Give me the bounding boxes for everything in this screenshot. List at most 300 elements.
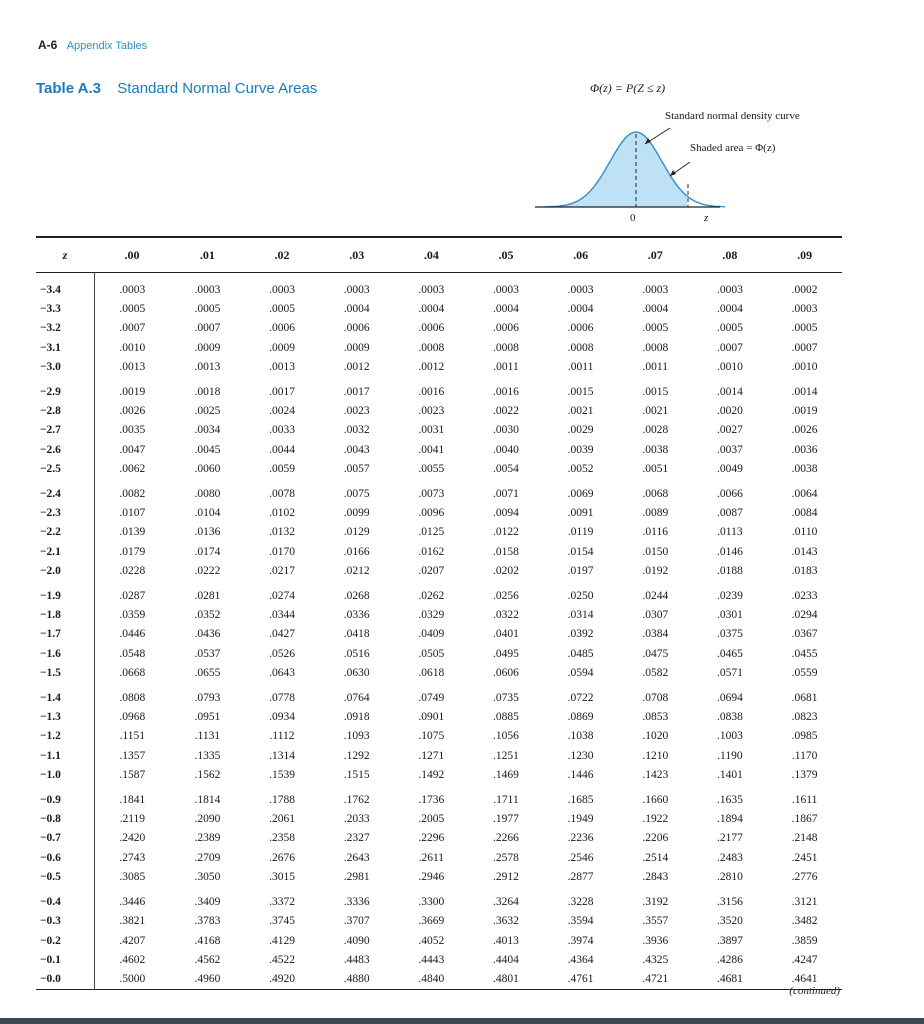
- area-cell: .0475: [642, 647, 669, 660]
- area-cell: .0008: [567, 341, 594, 354]
- area-cell: .1423: [642, 768, 669, 781]
- area-cell: .0007: [194, 322, 221, 335]
- area-cell: .0722: [567, 692, 594, 705]
- area-cell: .0054: [493, 462, 519, 475]
- table-row: [36, 281, 842, 300]
- area-cell: .0044: [269, 443, 295, 456]
- area-cell: .0146: [716, 545, 743, 558]
- table-row: [36, 377, 842, 402]
- area-cell: .3745: [269, 915, 295, 928]
- table-row: [36, 339, 842, 358]
- area-cell: .0032: [343, 424, 370, 437]
- area-cell: .0708: [642, 692, 669, 705]
- area-cell: .0041: [418, 443, 445, 456]
- table-row: [36, 747, 842, 766]
- table-row: [36, 441, 842, 460]
- area-cell: .0901: [418, 711, 445, 724]
- table-row: [36, 887, 842, 912]
- area-cell: .0003: [418, 284, 445, 296]
- area-cell: .0571: [716, 666, 743, 679]
- area-cell: .2033: [343, 813, 370, 826]
- area-cell: .1977: [493, 813, 519, 826]
- area-cell: .0158: [493, 545, 519, 558]
- table-row: [36, 460, 842, 479]
- area-cell: .0262: [418, 590, 445, 603]
- area-cell: .0009: [194, 341, 221, 354]
- area-cell: .0136: [194, 526, 221, 539]
- area-cell: .0505: [418, 647, 445, 660]
- density-label: Standard normal density curve: [665, 110, 800, 122]
- area-cell: .0038: [642, 443, 669, 456]
- area-cell: .2514: [642, 851, 669, 864]
- table-row: [36, 358, 842, 377]
- area-cell: .0082: [94, 479, 170, 504]
- area-cell: .0034: [194, 424, 221, 437]
- area-cell: .1841: [94, 785, 170, 810]
- area-cell: .3707: [343, 915, 370, 928]
- area-cell: .0495: [493, 647, 519, 660]
- area-cell: .1056: [493, 730, 519, 743]
- area-cell: .1251: [493, 749, 519, 762]
- area-cell: .0069: [567, 488, 594, 501]
- area-cell: .0031: [418, 424, 445, 437]
- area-cell: .1469: [493, 768, 519, 781]
- area-cell: .0003: [567, 284, 594, 296]
- area-cell: .0808: [94, 683, 170, 708]
- area-cell: .0010: [94, 339, 170, 358]
- column-header: .07: [618, 237, 693, 273]
- area-cell: .0418: [343, 628, 370, 641]
- area-cell: .1660: [642, 794, 669, 807]
- area-cell: .0073: [418, 488, 445, 501]
- area-cell: .0668: [94, 664, 170, 683]
- area-cell: .0047: [94, 441, 170, 460]
- area-cell: .0228: [94, 562, 170, 581]
- area-cell: .0526: [269, 647, 295, 660]
- area-cell: .0606: [493, 666, 519, 679]
- area-cell: .0024: [269, 405, 295, 418]
- area-cell: .5000: [94, 970, 170, 990]
- area-cell: .0062: [94, 460, 170, 479]
- area-cell: .1292: [343, 749, 370, 762]
- area-cell: .0007: [94, 319, 170, 338]
- z-value: −1.9: [40, 590, 61, 603]
- area-cell: .0436: [194, 628, 221, 641]
- area-cell: .0015: [642, 386, 669, 399]
- shaded-area-label: Shaded area = Φ(z): [690, 142, 776, 154]
- area-cell: .0559: [791, 666, 818, 679]
- area-cell: .0096: [418, 507, 445, 520]
- area-cell: .0516: [343, 647, 370, 660]
- area-cell: .0026: [94, 402, 170, 421]
- area-cell: .0735: [493, 692, 519, 705]
- z-value: −0.9: [40, 794, 61, 807]
- area-cell: .0116: [642, 526, 668, 539]
- area-cell: .0023: [418, 405, 445, 418]
- area-cell: .0039: [567, 443, 594, 456]
- z-value: −1.8: [40, 609, 61, 622]
- area-cell: .0301: [716, 609, 743, 622]
- area-cell: .0307: [642, 609, 669, 622]
- area-cell: .0057: [343, 462, 370, 475]
- table-row: [36, 479, 842, 504]
- area-cell: .4641: [767, 970, 842, 990]
- area-cell: .2389: [194, 832, 221, 845]
- area-cell: .0027: [716, 424, 743, 437]
- area-cell: .0129: [343, 526, 370, 539]
- area-cell: .1635: [716, 794, 743, 807]
- area-cell: .3557: [642, 915, 669, 928]
- z-value: −1.2: [40, 730, 61, 743]
- area-cell: .0005: [716, 322, 743, 335]
- area-cell: .0010: [791, 360, 818, 373]
- area-cell: .2148: [791, 832, 818, 845]
- area-cell: .0455: [791, 647, 818, 660]
- table-row: [36, 951, 842, 970]
- area-cell: .0465: [716, 647, 743, 660]
- area-cell: .4052: [418, 934, 445, 947]
- area-cell: .0006: [343, 322, 370, 335]
- table-row: [36, 421, 842, 440]
- z-value: −2.1: [40, 545, 61, 558]
- area-cell: .0014: [791, 386, 818, 399]
- area-cell: .4562: [194, 953, 221, 966]
- table-row: [36, 606, 842, 625]
- area-cell: .1020: [642, 730, 669, 743]
- area-cell: .0025: [194, 405, 221, 418]
- table-row: [36, 523, 842, 542]
- area-cell: .3669: [418, 915, 445, 928]
- area-cell: .0174: [194, 545, 221, 558]
- area-cell: .0793: [194, 692, 221, 705]
- area-cell: .0162: [418, 545, 445, 558]
- area-cell: .2676: [269, 851, 295, 864]
- phi-formula: Φ(z) = P(Z ≤ z): [590, 81, 666, 95]
- area-cell: .0154: [567, 545, 594, 558]
- area-cell: .2912: [493, 870, 519, 883]
- area-cell: .4013: [493, 934, 519, 947]
- area-cell: .0011: [642, 360, 668, 373]
- area-cell: .0233: [791, 590, 818, 603]
- area-cell: .2981: [343, 870, 370, 883]
- z-value: −0.8: [40, 813, 61, 826]
- area-cell: .1357: [94, 747, 170, 766]
- area-cell: .1379: [791, 768, 818, 781]
- area-cell: .3446: [94, 887, 170, 912]
- area-cell: .2090: [194, 813, 221, 826]
- area-cell: .1003: [716, 730, 743, 743]
- area-cell: .0003: [791, 303, 818, 316]
- area-cell: .2546: [567, 851, 594, 864]
- area-cell: .0681: [791, 692, 818, 705]
- table-row: [36, 970, 842, 990]
- area-cell: .0281: [194, 590, 221, 603]
- area-cell: .0004: [642, 303, 669, 316]
- area-cell: .0071: [493, 488, 519, 501]
- area-cell: .1446: [567, 768, 594, 781]
- area-cell: .1736: [418, 794, 445, 807]
- area-cell: .0287: [94, 581, 170, 606]
- area-cell: .0026: [791, 424, 818, 437]
- z-value: −3.2: [40, 322, 61, 335]
- area-cell: .3085: [94, 868, 170, 887]
- z-value: −1.4: [40, 692, 61, 705]
- area-cell: .3859: [791, 934, 818, 947]
- area-cell: .0934: [269, 711, 295, 724]
- table-row: [36, 912, 842, 931]
- area-cell: .1611: [791, 794, 818, 807]
- area-cell: .3336: [343, 896, 370, 909]
- z-value: −1.6: [40, 647, 61, 660]
- area-cell: .0122: [493, 526, 519, 539]
- area-cell: .3121: [791, 896, 818, 909]
- table-row: [36, 581, 842, 606]
- area-cell: .1335: [194, 749, 221, 762]
- area-cell: .1894: [716, 813, 743, 826]
- z-value: −3.1: [40, 341, 61, 354]
- area-cell: .2061: [269, 813, 295, 826]
- area-cell: .2119: [94, 810, 170, 829]
- area-cell: .2483: [716, 851, 743, 864]
- z-value: −0.2: [40, 934, 61, 947]
- area-cell: .0033: [269, 424, 295, 437]
- area-cell: .0016: [418, 386, 445, 399]
- area-cell: .0013: [194, 360, 221, 373]
- area-cell: .0023: [343, 405, 370, 418]
- area-cell: .0132: [269, 526, 295, 539]
- area-cell: .0006: [567, 322, 594, 335]
- area-cell: .2946: [418, 870, 445, 883]
- area-cell: .0008: [418, 341, 445, 354]
- area-cell: .0009: [269, 341, 295, 354]
- z-value: −2.4: [40, 488, 61, 501]
- table-row: [36, 849, 842, 868]
- area-cell: .4801: [469, 970, 544, 990]
- area-cell: .0011: [493, 360, 519, 373]
- area-cell: .0102: [269, 507, 295, 520]
- area-cell: .2236: [567, 832, 594, 845]
- area-cell: .0294: [791, 609, 818, 622]
- area-cell: .3520: [716, 915, 743, 928]
- area-cell: .0005: [642, 322, 669, 335]
- area-cell: .0068: [642, 488, 669, 501]
- area-cell: .0014: [716, 386, 743, 399]
- z-value: −0.5: [40, 870, 61, 883]
- area-cell: .0012: [418, 360, 445, 373]
- z-value: −2.7: [40, 424, 61, 437]
- area-cell: .0089: [642, 507, 669, 520]
- area-cell: .0043: [343, 443, 370, 456]
- area-cell: .0080: [194, 488, 221, 501]
- area-cell: .0217: [269, 564, 295, 577]
- area-cell: .0188: [716, 564, 743, 577]
- area-cell: .4207: [94, 932, 170, 951]
- z-value: −1.1: [40, 749, 61, 762]
- z-value: −2.3: [40, 507, 61, 520]
- area-cell: .3632: [493, 915, 519, 928]
- area-cell: .4721: [618, 970, 693, 990]
- z-value: −2.8: [40, 405, 61, 418]
- area-cell: .0021: [642, 405, 669, 418]
- area-cell: .0256: [493, 590, 519, 603]
- area-cell: .0197: [567, 564, 594, 577]
- table-row: [36, 683, 842, 708]
- area-cell: .0017: [343, 386, 370, 399]
- area-cell: .0017: [269, 386, 295, 399]
- area-cell: .3897: [716, 934, 743, 947]
- area-cell: .2296: [418, 832, 445, 845]
- table-row: [36, 543, 842, 562]
- area-cell: .0104: [194, 507, 221, 520]
- area-cell: .4880: [319, 970, 394, 990]
- area-cell: .0250: [567, 590, 594, 603]
- area-cell: .0694: [716, 692, 743, 705]
- area-cell: .3409: [194, 896, 221, 909]
- area-cell: .0110: [791, 526, 818, 539]
- area-cell: .0018: [194, 386, 221, 399]
- area-cell: .0004: [343, 303, 370, 316]
- area-cell: .3228: [567, 896, 594, 909]
- area-cell: .0003: [269, 284, 295, 296]
- table-title: [36, 80, 317, 97]
- area-cell: .0239: [716, 590, 743, 603]
- table-row: [36, 664, 842, 683]
- area-cell: .1314: [269, 749, 295, 762]
- z-value: −2.9: [40, 386, 61, 399]
- table-row: [36, 625, 842, 644]
- area-cell: .0823: [791, 711, 818, 724]
- area-cell: .0006: [418, 322, 445, 335]
- area-cell: .2877: [567, 870, 594, 883]
- area-cell: .0004: [493, 303, 519, 316]
- area-cell: .0035: [94, 421, 170, 440]
- area-cell: .0020: [716, 405, 743, 418]
- z-value: −1.0: [40, 768, 61, 781]
- area-cell: .0594: [567, 666, 594, 679]
- area-cell: .4761: [543, 970, 618, 990]
- area-cell: .0274: [269, 590, 295, 603]
- area-cell: .1762: [343, 794, 370, 807]
- area-cell: .4920: [245, 970, 320, 990]
- area-cell: .0314: [567, 609, 594, 622]
- area-cell: .0005: [194, 303, 221, 316]
- area-cell: .0392: [567, 628, 594, 641]
- area-cell: .0838: [716, 711, 743, 724]
- area-cell: .0918: [343, 711, 370, 724]
- area-cell: .4483: [343, 953, 370, 966]
- page-header: [38, 38, 147, 52]
- area-cell: .0006: [269, 322, 295, 335]
- area-cell: .4681: [693, 970, 768, 990]
- area-cell: .0778: [269, 692, 295, 705]
- z-table: [36, 236, 842, 990]
- area-cell: .0010: [716, 360, 743, 373]
- area-cell: .1492: [418, 768, 445, 781]
- area-cell: .1038: [567, 730, 594, 743]
- area-cell: .2843: [642, 870, 669, 883]
- area-cell: .0064: [791, 488, 818, 501]
- area-cell: .0008: [493, 341, 519, 354]
- area-cell: .0643: [269, 666, 295, 679]
- table-row: [36, 868, 842, 887]
- area-cell: .3821: [94, 912, 170, 931]
- area-cell: .0749: [418, 692, 445, 705]
- area-cell: .0764: [343, 692, 370, 705]
- area-cell: .4247: [791, 953, 818, 966]
- area-cell: .0352: [194, 609, 221, 622]
- area-cell: .0446: [94, 625, 170, 644]
- area-cell: .2578: [493, 851, 519, 864]
- table-row: [36, 708, 842, 727]
- bottom-bar: [0, 1018, 924, 1024]
- z-value: −0.4: [40, 896, 61, 909]
- area-cell: .0150: [642, 545, 669, 558]
- area-cell: .3156: [716, 896, 743, 909]
- area-cell: .0019: [94, 377, 170, 402]
- table-row: [36, 645, 842, 664]
- area-cell: .0409: [418, 628, 445, 641]
- z-value: −1.3: [40, 711, 61, 724]
- area-cell: .0367: [791, 628, 818, 641]
- area-cell: .0655: [194, 666, 221, 679]
- area-cell: .0015: [567, 386, 594, 399]
- area-cell: .1814: [194, 794, 221, 807]
- area-cell: .2005: [418, 813, 445, 826]
- area-cell: .1401: [716, 768, 743, 781]
- area-cell: .0066: [716, 488, 743, 501]
- area-cell: .1151: [94, 727, 170, 746]
- table-row: [36, 785, 842, 810]
- area-cell: .3192: [642, 896, 669, 909]
- normal-curve-svg: [520, 76, 850, 236]
- column-header: .01: [170, 237, 245, 273]
- column-header: .00: [94, 237, 170, 273]
- area-cell: .1190: [717, 749, 743, 762]
- column-header: .06: [543, 237, 618, 273]
- area-cell: .0016: [493, 386, 519, 399]
- area-cell: .0548: [94, 645, 170, 664]
- area-cell: .0005: [94, 300, 170, 319]
- area-cell: .3015: [269, 870, 295, 883]
- area-cell: .2266: [493, 832, 519, 845]
- area-cell: .0060: [194, 462, 221, 475]
- area-cell: .2358: [269, 832, 295, 845]
- area-cell: .2743: [94, 849, 170, 868]
- area-cell: .0051: [642, 462, 669, 475]
- area-cell: .0401: [493, 628, 519, 641]
- area-cell: .0384: [642, 628, 669, 641]
- area-cell: .0003: [94, 281, 170, 300]
- column-header: .05: [469, 237, 544, 273]
- area-cell: .0630: [343, 666, 370, 679]
- z-value: −3.4: [40, 284, 61, 296]
- area-cell: .0359: [94, 606, 170, 625]
- table-row: [36, 932, 842, 951]
- area-cell: .0427: [269, 628, 295, 641]
- area-cell: .0005: [269, 303, 295, 316]
- area-cell: .0985: [791, 730, 818, 743]
- area-cell: .0179: [94, 543, 170, 562]
- area-cell: .0040: [493, 443, 519, 456]
- area-cell: .4364: [567, 953, 594, 966]
- area-cell: .4286: [716, 953, 743, 966]
- area-cell: .4090: [343, 934, 370, 947]
- area-cell: .3936: [642, 934, 669, 947]
- area-cell: .4840: [394, 970, 469, 990]
- area-cell: .0029: [567, 424, 594, 437]
- table-name: Standard Normal Curve Areas: [117, 80, 318, 97]
- table-row: [36, 727, 842, 746]
